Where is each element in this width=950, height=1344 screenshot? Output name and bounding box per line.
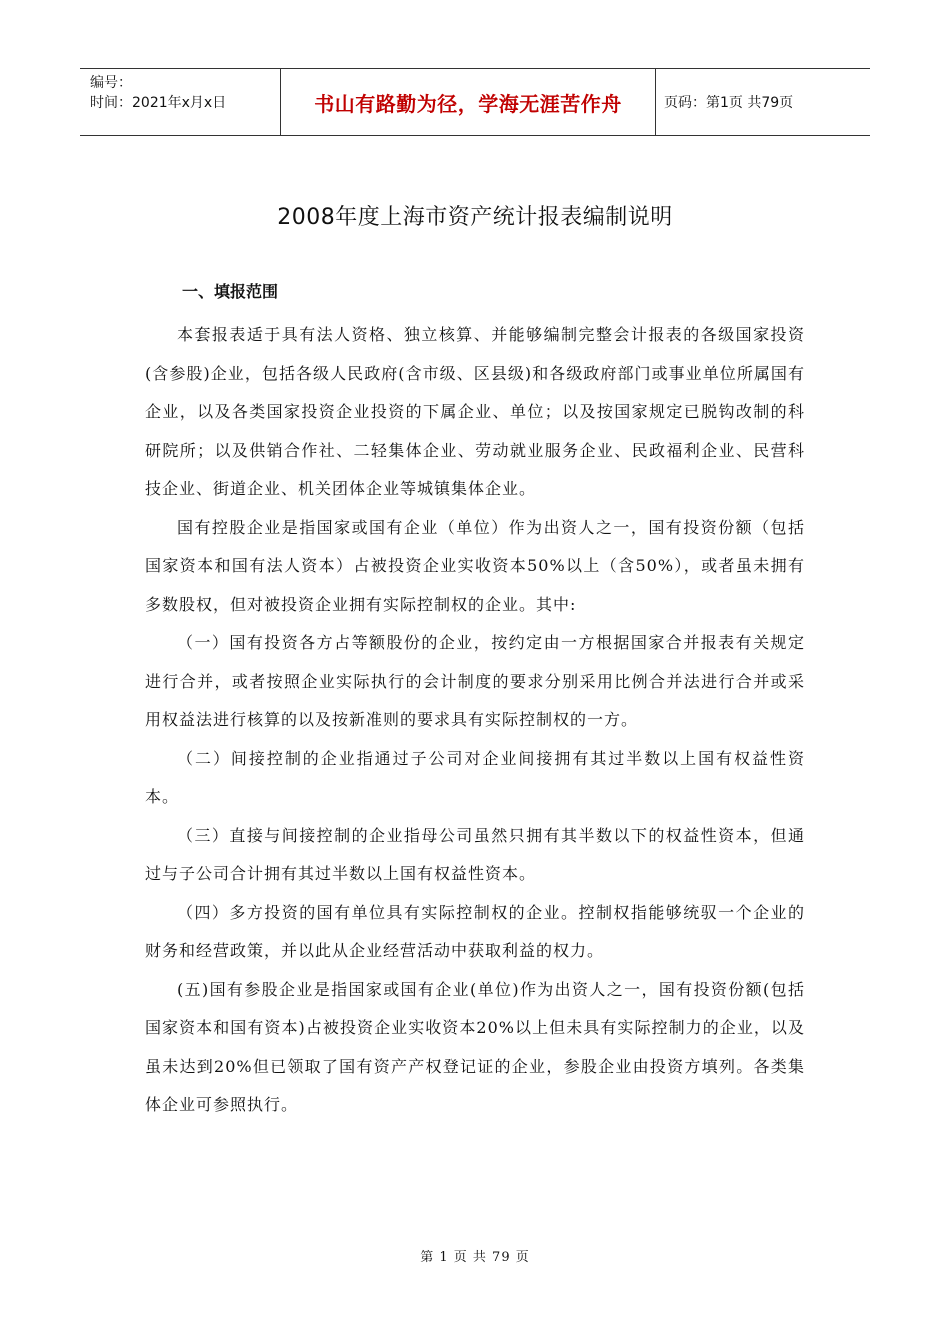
document-title: 2008年度上海市资产统计报表编制说明 [277,205,673,230]
paragraph: （四）多方投资的国有单位具有实际控制权的企业。控制权指能够统驭一个企业的财务和经营政策，并以此从企业经营活动中获取利益的权力。 [145,902,805,960]
paragraph: （一）国有投资各方占等额股份的企业，按约定由一方根据国家合并报表有关规定进行合并，或者按照企业实际执行的会计制度的要求分别采用比例合并法进行合并或采用权益法进行核算的以及按新准则的要求具有实际控制权的一方。 [145,633,805,729]
date-label: 时间：2021年x月x日 [90,95,227,111]
section-heading: 一、填报范围 [182,282,279,301]
paragraph: 国有控股企业是指国家或国有企业（单位）作为出资人之一，国有投资份额（包括国家资本和国有法人资本）占被投资企业实收资本50%以上（含50%），或者虽未拥有多数股权，但对被投资企业拥有实际控制权的企业。其中: [145,517,805,614]
paragraph: (五)国有参股企业是指国家或国有企业(单位)作为出资人之一，国有投资份额(包括国家资本和国有资本)占被投资企业实收资本20%以上但未具有实际控制力的企业，以及虽未达到20%但已领取了国有资产产权登记证的企业，参股企业由投资方填列。各类集体企业可参照执行。 [145,979,805,1114]
header-meta [80,69,281,135]
document-body [145,316,805,1125]
paragraph: （三）直接与间接控制的企业指母公司虽然只拥有其半数以下的权益性资本，但通过与子公司合计拥有其过半数以上国有权益性资本。 [145,825,805,883]
paragraph: 本套报表适于具有法人资格、独立核算、并能够编制完整会计报表的各级国家投资(含参股)企业，包括各级人民政府(含市级、区县级)和各级政府部门或事业单位所属国有企业，以及各类国家投资企业投资的下属企业、单位；以及按国家规定已脱钩改制的科研院所；以及供销合作社、二轻集体企业、劳动就业服务企业、民政福利企业、民营科技企业、街道企业、机关团体企业等城镇集体企业。 [145,325,805,498]
header-page-info: 页码：第1页 共79页 [664,95,794,111]
paragraph: （二）间接控制的企业指通过子公司对企业间接拥有其过半数以上国有权益性资本。 [145,748,805,806]
page-header [80,68,870,136]
number-label: 编号： [90,75,132,91]
header-motto: 书山有路勤为径，学海无涯苦作舟 [281,69,656,135]
page-footer: 第 1 页 共 79 页 [420,1250,530,1265]
